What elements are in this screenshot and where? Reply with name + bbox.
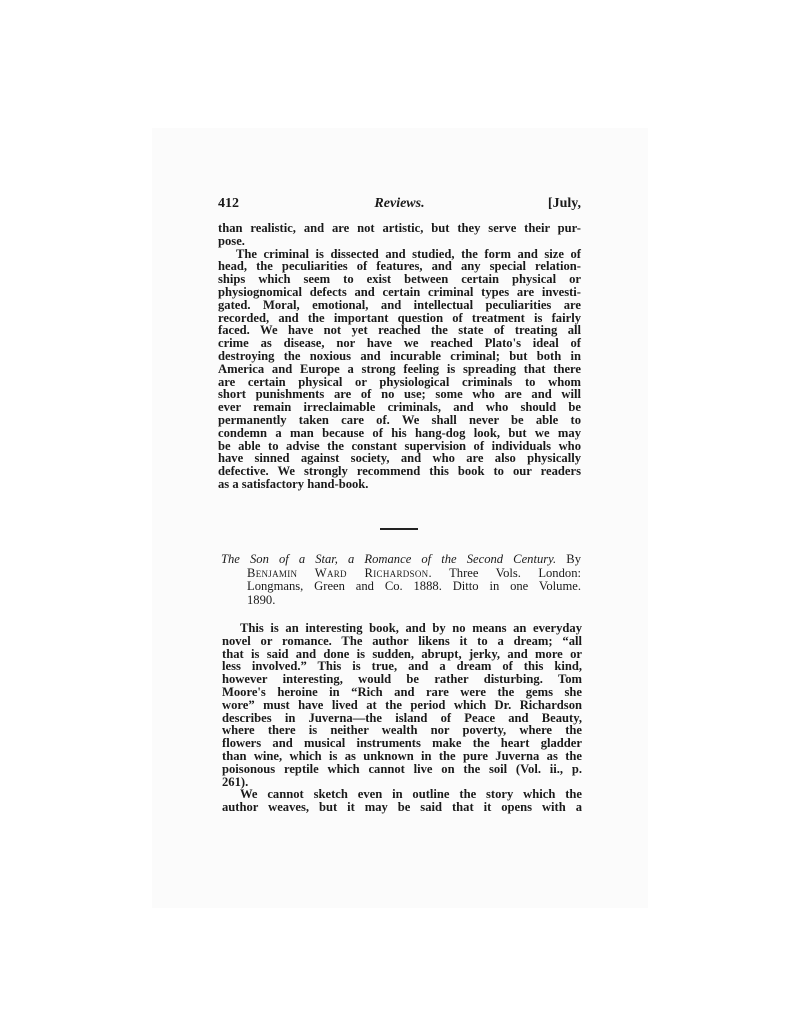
citation-line: 1890. [247, 592, 276, 607]
text-line: ever remain irreclaimable criminals, and who should be [218, 400, 581, 415]
text-line: defective. We strongly recommend this book to our readers [218, 464, 581, 479]
text-line: wore” must have lived at the period which Dr. Richardson [222, 697, 582, 712]
citation-by: By [566, 552, 581, 566]
text-line: as a satisfactory hand-book. [218, 476, 369, 491]
text-line: ships which seem to exist between certain physical or [218, 272, 581, 287]
running-head [218, 196, 581, 212]
book-citation [221, 553, 581, 607]
text-line: pose. [218, 233, 245, 248]
text-line: less involved.” This is true, and a dream of this kind, [222, 659, 582, 674]
text-line: however interesting, would be rather disturbing. Tom [222, 672, 582, 687]
text-line: The criminal is dissected and studied, the form and size of [236, 246, 581, 261]
text-line: permanently taken care of. We shall never be able to [218, 412, 581, 427]
first-review-text [218, 222, 581, 491]
citation-line: Longmans, Green and Co. 1888. Ditto in one Volume. [247, 579, 581, 593]
citation-line [221, 553, 581, 567]
text-line: short punishments are of no use; some who are and will [218, 387, 581, 402]
text-line: than realistic, and are not artistic, but they serve their pur- [218, 221, 581, 235]
text-line: than wine, which is as unknown in the pure Juverna as the [222, 748, 582, 763]
text-line: poisonous reptile which cannot live on the soil (Vol. ii., p. [222, 761, 582, 776]
text-line: crime as disease, nor have we reached Plato's ideal of [218, 336, 581, 351]
text-line: have sinned against society, and who are also physically [218, 451, 581, 466]
section-divider [380, 528, 418, 530]
text-line: Moore's heroine in “Rich and rare were the gems she [222, 684, 582, 699]
text-line: novel or romance. The author likens it to a dream; “all [222, 633, 582, 648]
book-author: Benjamin Ward Richardson. [247, 565, 432, 580]
text-line: America and Europe a strong feeling is spreading that there [218, 361, 581, 376]
text-line: gated. Moral, emotional, and intellectual peculiarities are [218, 297, 581, 312]
text-line: physiognomical defects and certain criminal types are investi- [218, 284, 581, 299]
text-line: flowers and musical instruments make the heart gladder [222, 736, 582, 751]
text-line: where there is neither wealth nor poverty, where the [222, 723, 582, 738]
text-line: condemn a man because of his hang-dog look, but we may [218, 425, 581, 440]
text-line: head, the peculiarities of features, and any special relation- [218, 259, 581, 274]
text-line: that is said and done is sudden, abrupt, jerky, and more or [222, 646, 582, 661]
second-review-text [222, 622, 582, 814]
citation-line [221, 567, 581, 581]
text-line: are certain physical or physiological criminals to whom [218, 374, 581, 389]
text-line: author weaves, but it may be said that it opens with a [222, 800, 582, 815]
text-line: This is an interesting book, and by no means an everyday [240, 621, 582, 635]
book-title: The Son of a Star, a Romance of the Second Century. [221, 552, 557, 566]
text-line: faced. We have not yet reached the state of treating all [218, 323, 581, 338]
text-line: recorded, and the important question of treatment is fairly [218, 310, 581, 325]
text-line: describes in Juverna—the island of Peace and Beauty, [222, 710, 582, 725]
text-line: destroying the noxious and incurable criminal; but both in [218, 348, 581, 363]
citation-details: Three Vols. London: [449, 565, 581, 580]
page-number: 412 [218, 196, 239, 211]
text-line: 261). [222, 774, 249, 789]
text-line: We cannot sketch even in outline the story which the [240, 787, 582, 802]
section-title: Reviews. [374, 196, 425, 211]
text-line: be able to advise the constant supervision of individuals who [218, 438, 581, 453]
issue-date: [July, [547, 196, 581, 211]
